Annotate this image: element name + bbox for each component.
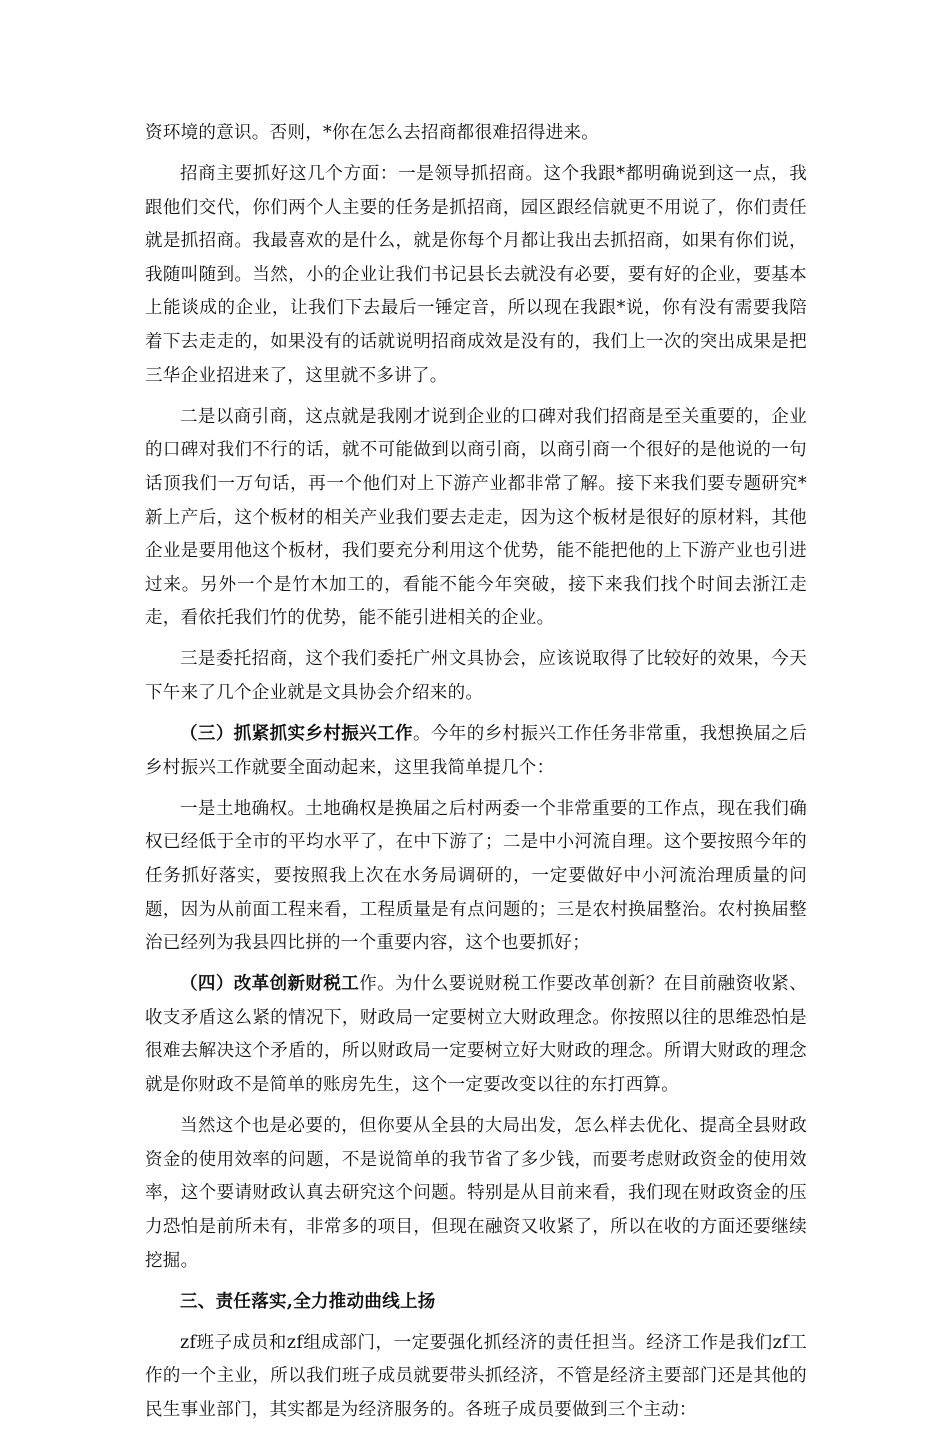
section-paragraph — [145, 718, 807, 785]
paragraph: 资环境的意识。否则，*你在怎么去招商都很难招得进来。 — [145, 123, 600, 143]
section-heading: 三、责任落实,全力推动曲线上扬 — [180, 1291, 436, 1312]
section-heading-inline: （三）抓紧抓实乡村振兴工作 — [180, 724, 413, 745]
section-heading-inline: （四）改革创新财税工 — [180, 974, 360, 995]
section-paragraph — [145, 968, 807, 1102]
paragraph: 三是委托招商，这个我们委托广州文具协会，应该说取得了比较好的效果，今天下午来了几个企业就是文具协会介绍来的。 — [145, 649, 807, 703]
paragraph: 一是土地确权。土地确权是换届之后村两委一个非常重要的工作点，现在我们确权已经低于全市的平均水平了，在中下游了；二是中小河流自理。这个要按照今年的任务抓好落实，要按照我上次在水务局调研的，一定要做好中小河流治理质量的问题，因为从前面工程来看，工程质量是有点问题的；三是农村换届整治。农村换届整治已经列为我县四比拼的一个重要内容，这个也要抓好； — [145, 798, 807, 954]
paragraph-body: 作。为什么要说财税工作要改革创新？在目前融资收紧、收支矛盾这么紧的情况下，财政局一定要树立大财政理念。你按照以往的思维恐怕是很难去解决这个矛盾的，所以财政局一定要树立好大财政的理念。所谓大财政的理念就是你财政不是简单的账房先生，这个一定要改变以往的东打西算。 — [145, 974, 808, 1096]
document-page — [145, 117, 807, 1435]
paragraph: 当然这个也是必要的，但你要从全县的大局出发，怎么样去优化、提高全县财政资金的使用效率的问题，不是说简单的我节省了多少钱，而要考虑财政资金的使用效率，这个要请财政认真去研究这个问题。特别是从目前来看，我们现在财政资金的压力恐怕是前所未有，非常多的项目，但现在融资又收紧了，所以在收的方面还要继续挖掘。 — [145, 1116, 807, 1271]
paragraph: 招商主要抓好这几个方面：一是领导抓招商。这个我跟*都明确说到这一点，我跟他们交代，你们两个人主要的任务是抓招商，园区跟经信就更不用说了，你们责任就是抓招商。我最喜欢的是什么，就是你每个月都让我出去抓招商，如果有你们说，我随叫随到。当然，小的企业让我们书记县长去就没有必要，要有好的企业，要基本上能谈成的企业，让我们下去最后一锤定音，所以现在我跟*说，你有没有需要我陪着下去走走的，如果没有的话就说明招商成效是没有的，我们上一次的突出成果是把三华企业招进来了，这里就不多讲了。 — [145, 164, 807, 386]
paragraph: 二是以商引商，这点就是我刚才说到企业的口碑对我们招商是至关重要的，企业的口碑对我们不行的话，就不可能做到以商引商，以商引商一个很好的是他说的一句话顶我们一万句话，再一个他们对上下游产业都非常了解。接下来我们要专题研究*新上产后，这个板材的相关产业我们要去走走，因为这个板材是很好的原材料，其他企业是要用他这个板材，我们要充分利用这个优势，能不能把他的上下游产业也引进过来。另外一个是竹木加工的，看能不能今年突破，接下来我们找个时间去浙江走走，看依托我们竹的优势，能不能引进相关的企业。 — [145, 406, 807, 629]
paragraph: zf班子成员和zf组成部门，一定要强化抓经济的责任担当。经济工作是我们zf工作的一个主业，所以我们班子成员就要带头抓经济，不管是经济主要部门还是其他的民生事业部门，其实都是为经济服务的。各班子成员要做到三个主动： — [145, 1332, 807, 1420]
paragraph-body: 。今年的乡村振兴工作任务非常重，我想换届之后乡村振兴工作就要全面动起来，这里我简单提几个： — [145, 724, 807, 778]
